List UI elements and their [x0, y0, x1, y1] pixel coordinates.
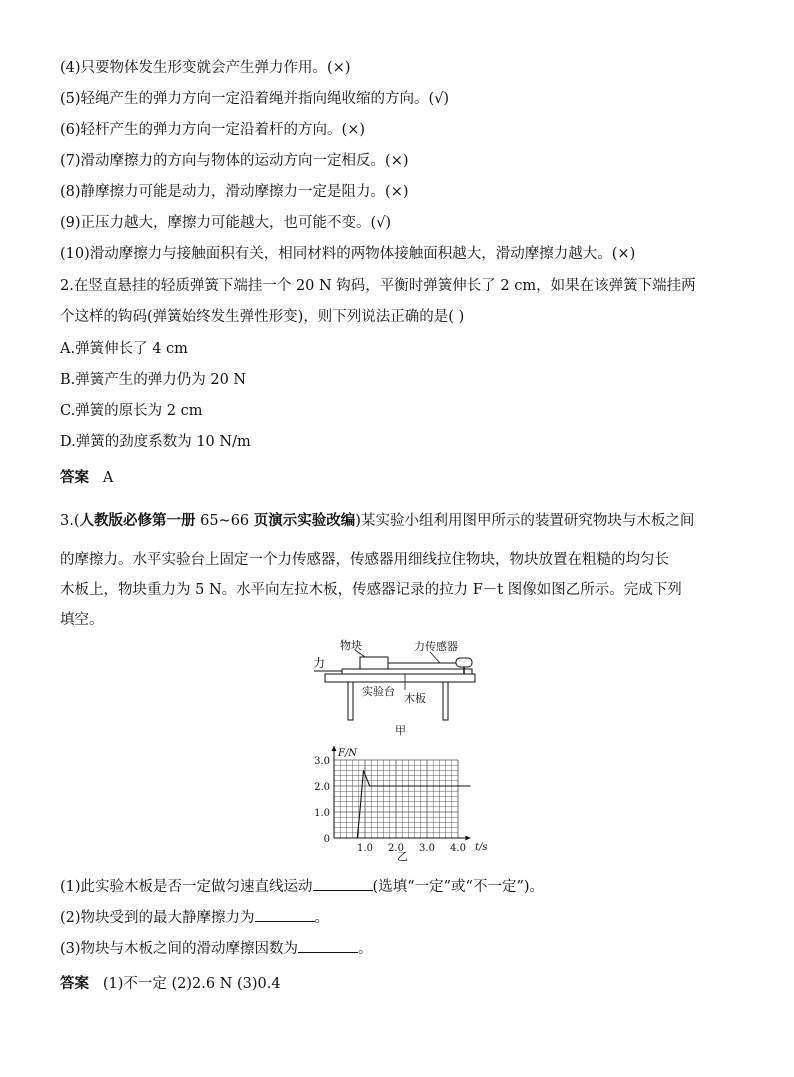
- y-tick-label: 0: [323, 834, 330, 845]
- board: [342, 669, 472, 674]
- q2-answer: [60, 468, 113, 488]
- judgement-6: (6)轻杆产生的弹力方向一定沿着杆的方向。(×): [60, 122, 366, 138]
- figure-apparatus: [310, 638, 490, 738]
- chart-ylabel: F/N: [338, 748, 358, 759]
- q3-answer-value: (1)不一定 (2)2.6 N (3)0.4: [102, 976, 281, 992]
- x-tick-label: 3.0: [419, 843, 435, 854]
- leader-sensor: [430, 652, 440, 663]
- q3-sub1-hint: (选填“一定”或“不一定”)。: [372, 879, 545, 895]
- label-block: 物块: [340, 639, 362, 652]
- q3-answer-label: 答案: [60, 976, 89, 992]
- q3-pages: 65~66: [195, 513, 254, 529]
- judgement-8: (8)静摩擦力可能是动力，滑动摩擦力一定是阻力。(×): [60, 184, 409, 200]
- y-axis-arrow: [332, 746, 337, 751]
- q2-option-d: D.弹簧的劲度系数为 10 N/m: [60, 434, 251, 450]
- q3-sub2-blank[interactable]: [255, 907, 315, 922]
- q3-sub2: [60, 907, 329, 928]
- label-table: 实验台: [362, 685, 395, 698]
- judgement-7: (7)滑动摩擦力的方向与物体的运动方向一定相反。(×): [60, 153, 409, 169]
- q3-sub2-text: (2)物块受到的最大静摩擦力为: [60, 910, 255, 926]
- chart-xlabel: t/s: [475, 842, 488, 853]
- q3-sub1-blank[interactable]: [313, 876, 373, 891]
- q3-source2: 页演示实验改编: [253, 513, 356, 529]
- x-tick-label: 2.0: [388, 843, 404, 854]
- table-leg-left: [348, 682, 353, 720]
- x-tick-label: 4.0: [450, 843, 466, 854]
- q3-number: 3.(: [60, 513, 80, 529]
- q3-sub2-end: 。: [314, 910, 330, 926]
- x-tick-label: 1.0: [357, 843, 373, 854]
- x-axis-arrow: [465, 836, 470, 841]
- label-force: 力: [313, 656, 326, 670]
- judgement-4: (4)只要物体发生形变就会产生弹力作用。(×): [60, 60, 351, 76]
- block: [360, 657, 388, 669]
- ft-chart: [300, 742, 500, 864]
- label-board: 木板: [404, 692, 426, 705]
- q3-stem-line3: 木板上，物块重力为 5 N。水平向左拉木板，传感器记录的拉力 F－t 图像如图乙所示。完成下列: [60, 582, 682, 598]
- y-tick-label: 1.0: [314, 808, 330, 819]
- judgement-9: (9)正压力越大，摩擦力可能越大，也可能不变。(√): [60, 215, 392, 231]
- q3-sub3: [60, 938, 373, 959]
- q3-stem-line4: 填空。: [60, 612, 104, 628]
- q2-stem-line1: 2.在竖直悬挂的轻质弹簧下端挂一个 20 N 钩码，平衡时弹簧伸长了 2 cm，如果在该弹簧下端挂两: [60, 278, 696, 294]
- judgement-10: (10)滑动摩擦力与接触面积有关，相同材料的两物体接触面积越大，滑动摩擦力越大。(×): [60, 246, 636, 262]
- q3-answer: [60, 974, 281, 994]
- q3-sub3-blank[interactable]: [298, 938, 358, 953]
- q3-sub1-text: (1)此实验木板是否一定做匀速直线运动: [60, 879, 313, 895]
- q2-answer-value: A: [102, 470, 114, 486]
- q3-stem-line2: 的摩擦力。水平实验台上固定一个力传感器，传感器用细线拉住物块，物块放置在粗糙的均匀长: [60, 552, 669, 568]
- force-sensor: [456, 658, 472, 667]
- judgement-5: (5)轻绳产生的弹力方向一定沿着绳并指向绳收缩的方向。(√): [60, 91, 450, 107]
- q3-sub1: [60, 876, 544, 897]
- q3-source: 人教版必修第一册: [79, 513, 196, 529]
- q2-option-b: B.弹簧产生的弹力仍为 20 N: [60, 372, 247, 388]
- q2-option-c: C.弹簧的原长为 2 cm: [60, 403, 203, 419]
- caption-b: 乙: [397, 850, 408, 863]
- q3-sub3-text: (3)物块与木板之间的滑动摩擦因数为: [60, 941, 299, 957]
- y-tick-label: 3.0: [314, 756, 330, 767]
- q3-sub3-end: 。: [358, 941, 373, 957]
- y-tick-label: 2.0: [314, 782, 330, 793]
- q2-option-a: A.弹簧伸长了 4 cm: [60, 341, 188, 357]
- q3-stem-line1: [60, 511, 694, 531]
- label-sensor: 力传感器: [414, 640, 458, 653]
- table-leg-right: [443, 682, 448, 720]
- q2-answer-label: 答案: [60, 470, 89, 486]
- table-top: [325, 674, 475, 682]
- q2-stem-line2: 个这样的钩码(弹簧始终发生弹性形变)，则下列说法正确的是( ): [60, 309, 465, 325]
- q3-stem-rest: )某实验小组利用图甲所示的装置研究物块与木板之间: [355, 513, 695, 529]
- caption-a: 甲: [395, 724, 406, 737]
